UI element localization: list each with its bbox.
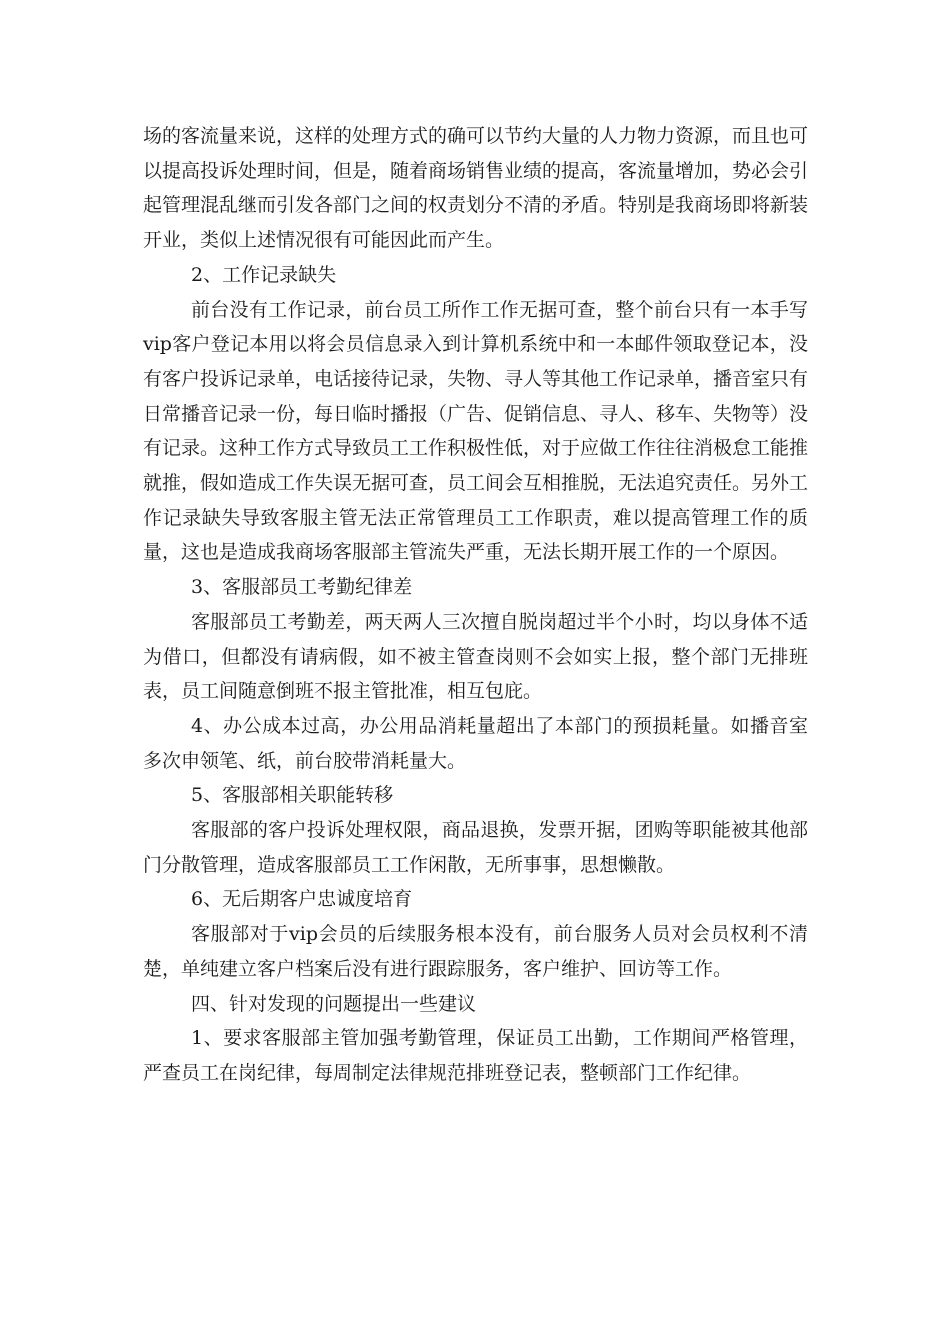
paragraph-1: 场的客流量来说，这样的处理方式的确可以节约大量的人力物力资源，而且也可以提高投诉处理时间，但是，随着商场销售业绩的提高，客流量增加，势必会引起管理混乱继而引发各部门之间的权责划分不清的矛盾。特别是我商场即将新装开业，类似上述情况很有可能因此而产生。: [143, 125, 809, 252]
paragraph-work-records: 前台没有工作记录，前台员工所作工作无据可查，整个前台只有一本手写vip客户登记本用以将会员信息录入到计算机系统中和一本邮件领取登记本，没有客户投诉记录单，电话接待记录，失物、寻人等其他工作记录单，播音室只有日常播音记录一份，每日临时播报（广告、促销信息、寻人、移车、失物等）没有记录。这种工作方式导致员工工作积极性低，对于应做工作往往消极怠工能推就推，假如造成工作失误无据可查，员工间会互相推脱，无法追究责任。另外工作记录缺失导致客服主管无法正常管理员工工作职责，难以提高管理工作的质量，这也是造成我商场客服部主管流失严重，无法长期开展工作的一个原因。: [143, 298, 809, 564]
paragraph-customer-loyalty: 客服部对于vip会员的后续服务根本没有，前台服务人员对会员权利不清楚，单纯建立客户档案后没有进行跟踪服务，客户维护、回访等工作。: [143, 923, 808, 980]
paragraph-office-costs: 4、办公成本过高，办公用品消耗量超出了本部门的预损耗量。如播音室多次申领笔、纸，前台胶带消耗量大。: [143, 714, 808, 772]
paragraph-suggestion-1: 1、要求客服部主管加强考勤管理，保证员工出勤，工作期间严格管理，严查员工在岗纪律，每周制定法律规范排班登记表，整顿部门工作纪律。: [143, 1027, 808, 1084]
heading-work-records-missing: 2、工作记录缺失: [191, 263, 337, 286]
paragraph-function-transfer: 客服部的客户投诉处理权限，商品退换，发票开据，团购等职能被其他部门分散管理，造成客服部员工工作闲散，无所事事，思想懒散。: [143, 819, 808, 876]
heading-function-transfer: 5、客服部相关职能转移: [191, 784, 394, 807]
heading-attendance-discipline: 3、客服部员工考勤纪律差: [191, 576, 413, 599]
heading-customer-loyalty: 6、无后期客户忠诚度培育: [191, 888, 413, 911]
heading-suggestions: 四、针对发现的问题提出一些建议: [191, 992, 477, 1015]
paragraph-attendance: 客服部员工考勤差，两天两人三次擅自脱岗超过半个小时，均以身体不适为借口，但都没有请病假，如不被主管查岗则不会如实上报，整个部门无排班表，员工间随意倒班不报主管批准，相互包庇。: [143, 610, 808, 703]
document-body: [143, 119, 808, 1091]
